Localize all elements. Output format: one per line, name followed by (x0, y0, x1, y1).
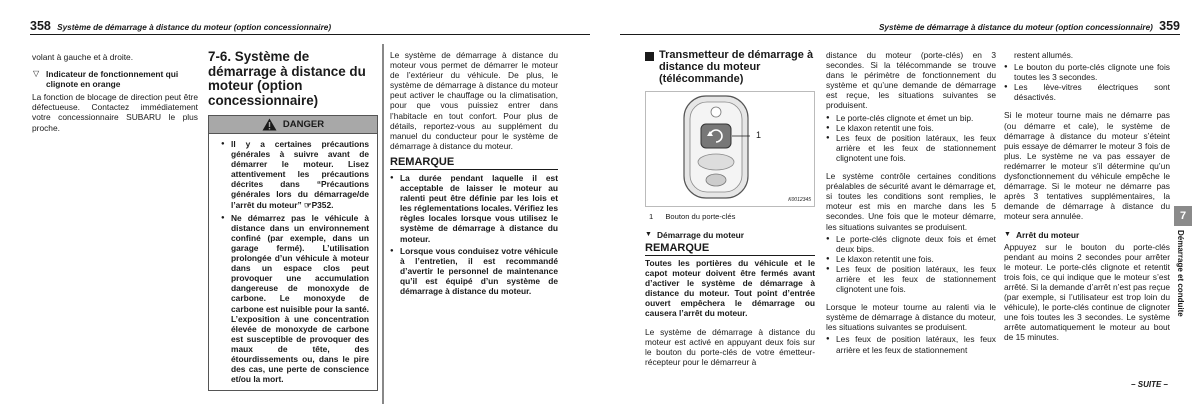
transmitter-heading (645, 50, 815, 85)
warning-icon (262, 118, 277, 131)
page-number-left: 358 (30, 19, 51, 33)
column-4 (645, 50, 815, 368)
col4-paragraph: Le système de démarrage à distance du moteur est activé en appuyant deux fois sur le bouton du porte-clés de votre émetteur-récepteur pour le démarreur à (645, 327, 815, 368)
col1-paragraph: La fonction de blocage de direction peut être défectueuse. Contactez immédiatement votre concessionnaire SUBARU le plus proche. (32, 92, 198, 133)
col5-paragraph-3: Lorsque le moteur tourne au ralenti via le système de démarrage à distance du moteur, les situations suivantes se produisent. (826, 302, 996, 333)
right-header (879, 19, 1180, 33)
col6-line: restent allumés. (1014, 50, 1074, 60)
col6-list-1 (1004, 62, 1170, 102)
page-number-right: 359 (1159, 19, 1180, 33)
column-6 (1004, 50, 1170, 343)
figure (645, 91, 815, 207)
chapter-label: Démarrage et conduite (1176, 230, 1185, 317)
triangle-icon: ▽ (33, 69, 40, 79)
right-header-title: Système de démarrage à distance du moteur (option concessionnaire) (878, 23, 1153, 32)
left-header (30, 19, 331, 33)
col5-list-2 (826, 234, 996, 295)
list-item: ● Les feux de position latéraux, les feux arrière et les feux de stationnement clignotent une fois. (826, 133, 996, 163)
figure-caption (645, 212, 815, 222)
list-item: ● Les feux de position latéraux, les feux arrière et les feux de stationnement clignotent une fois. (826, 264, 996, 294)
col3-paragraph: Le système de démarrage à distance du moteur vous permet de démarrer le moteur de l’extérieur du véhicule. De plus, le système de démarrage à distance du moteur peut activer le chauffage ou la climatisation, pour que vous puissiez entrer dans l’habitacle en tout confort. Pour plus de détails, reportez-vous au supplément du manuel du conducteur pour le système de démarrage à distance du moteur. (390, 50, 558, 151)
list-item: ● Lorsque vous conduisez votre véhicule à l’entretien, il est recommandé d’avertir le personnel de maintenance qu’il est équipé d’un système de démarrage à distance du moteur. (390, 246, 558, 296)
list-item: ● Le klaxon retentit une fois. (826, 254, 996, 264)
column-3 (390, 50, 558, 296)
indicator-heading (32, 69, 198, 89)
danger-header (209, 116, 377, 134)
square-bullet-icon (645, 52, 654, 61)
callout-number: 1 (756, 130, 762, 141)
col5-list-3 (826, 334, 996, 354)
caption-number: 1 (649, 212, 654, 222)
figure-code: K0012345 (788, 197, 811, 204)
column-2 (208, 50, 378, 391)
stop-subheading-text: Arrêt du moteur (1016, 229, 1080, 240)
list-item: ● La durée pendant laquelle il est acceptable de laisser le moteur au ralenti peut être définie par les lois et les réglementations locales. Vérifiez les règles locales lorsque vous utilisez le système de démarrage à distance du moteur. (390, 173, 558, 244)
start-subheading (645, 230, 815, 240)
col6-paragraph-1: Si le moteur tourne mais ne démarre pas (ou démarre et cale), le système de démarrage à distance du moteur s’éteint puis essaye de démarrer le moteur 3 fois de plus. Le système ne va pas essayer de redémarrer le moteur s’il détermine qu’un dysfonctionnement du véhicule empêche le démarrage. Si le moteur ne démarre pas après 3 tentatives supplémentaires, la demande de démarrage à distance du moteur sera annulée. (1004, 110, 1170, 222)
caption-text: Bouton du porte-clés (665, 212, 736, 222)
list-item: ● Ne démarrez pas le véhicule à distance dans un environnement confiné (par exemple, dans un garage fermé). L’utilisation prolongée d’un véhicule à moteur dans un espace clos peut provoquer une accumulation dangereuse de monoxyde de carbone. Le monoxyde de carbone est nuisible pour la santé. L’exposition à une concentration élevée de monoxyde de carbone est susceptible de provoquer des maux de tête, des étourdissements ou, dans le pire des cas, une perte de conscience et/ou la mort. (221, 213, 369, 385)
list-item: ● Le porte-clés clignote et émet un bip. (826, 113, 996, 123)
remarque-paragraph: Toutes les portières du véhicule et le capot moteur doivent être fermés avant d’activer le système de démarrage à distance du moteur. Tout point d’entrée ouvert empêchera le démarrage ou causera l’arrêt du moteur. (645, 257, 815, 319)
remarque-list (390, 173, 558, 296)
left-header-rule (30, 34, 590, 35)
col6-paragraph-2: Appuyez sur le bouton du porte-clés pendant au moins 2 secondes pour arrêter le moteur. Le porte-clés clignote et retentit trois fois, ce qui indique que le moteur s’est arrêté. Si la demande d’arrêt n’est pas reçue (par exemple, si l’utilisateur est trop loin du véhicule), le porte-clés continue de clignoter une fois toutes les 3 secondes. Le système arrête automatiquement le moteur au bout de 15 minutes. (1004, 241, 1170, 343)
chapter-tab (1174, 206, 1192, 226)
col1-line: volant à gauche et à droite. (32, 52, 134, 62)
transmitter-title: Transmetteur de démarrage à distance du moteur (télécommande) (659, 49, 814, 85)
down-triangle-icon: ▼ (1004, 230, 1011, 238)
column-1 (32, 52, 198, 133)
danger-list (209, 134, 377, 390)
down-triangle-icon: ▼ (645, 231, 652, 239)
list-item: ● Les feux de position latéraux, les feux arrière et les feux de stationnement (826, 334, 996, 354)
key-fob-illustration (646, 92, 814, 204)
right-header-rule (620, 34, 1180, 35)
suite-label: – SUITE – (1131, 380, 1168, 389)
col5-paragraph-2: Le système contrôle certaines conditions préalables de sécurité avant le démarrage et, si toutes les conditions sont remplies, le moteur est mis en marche dans les 5 secondes. Une fois que le moteur démarre, les situations suivantes se produisent. (826, 171, 996, 232)
column-5 (826, 50, 996, 355)
margin-bar (382, 44, 384, 404)
col5-list-1 (826, 113, 996, 163)
remarque-heading: REMARQUE (645, 241, 710, 254)
list-item: ● Il y a certaines précautions générales à suivre avant de démarrer le moteur. Lisez attentivement les précautions décrites dans “Précautions générales lors du démarrage/de l’arrêt du moteur” ☞P352. (221, 139, 369, 210)
indicator-title: Indicateur de fonctionnement qui clignote en orange (46, 69, 179, 90)
section-title: 7-6. Système de démarrage à distance du moteur (option concessionnaire) (208, 49, 366, 108)
list-item: ● Les lève-vitres électriques sont désactivés. (1004, 82, 1170, 102)
stop-subheading (1004, 230, 1170, 240)
remarque-heading: REMARQUE (390, 155, 455, 168)
list-item: ● Le klaxon retentit une fois. (826, 123, 996, 133)
remarque-rule (390, 169, 558, 170)
col5-paragraph-1: distance du moteur (porte-clés) en 3 secondes. Si la télécommande se trouve dans le périmètre de fonctionnement du système et qu’une demande de démarrage est reçue, les situations suivantes se produisent. (826, 50, 996, 111)
list-item: ● Le bouton du porte-clés clignote une fois toutes les 3 secondes. (1004, 62, 1170, 82)
start-subheading-text: Démarrage du moteur (657, 230, 745, 241)
left-header-title: Système de démarrage à distance du moteur (option concessionnaire) (57, 23, 332, 32)
danger-label: DANGER (282, 119, 325, 130)
chapter-number: 7 (1179, 210, 1187, 222)
list-item: ● Le porte-clés clignote deux fois et émet deux bips. (826, 234, 996, 254)
danger-box (208, 115, 378, 391)
remarque-rule (645, 255, 815, 256)
